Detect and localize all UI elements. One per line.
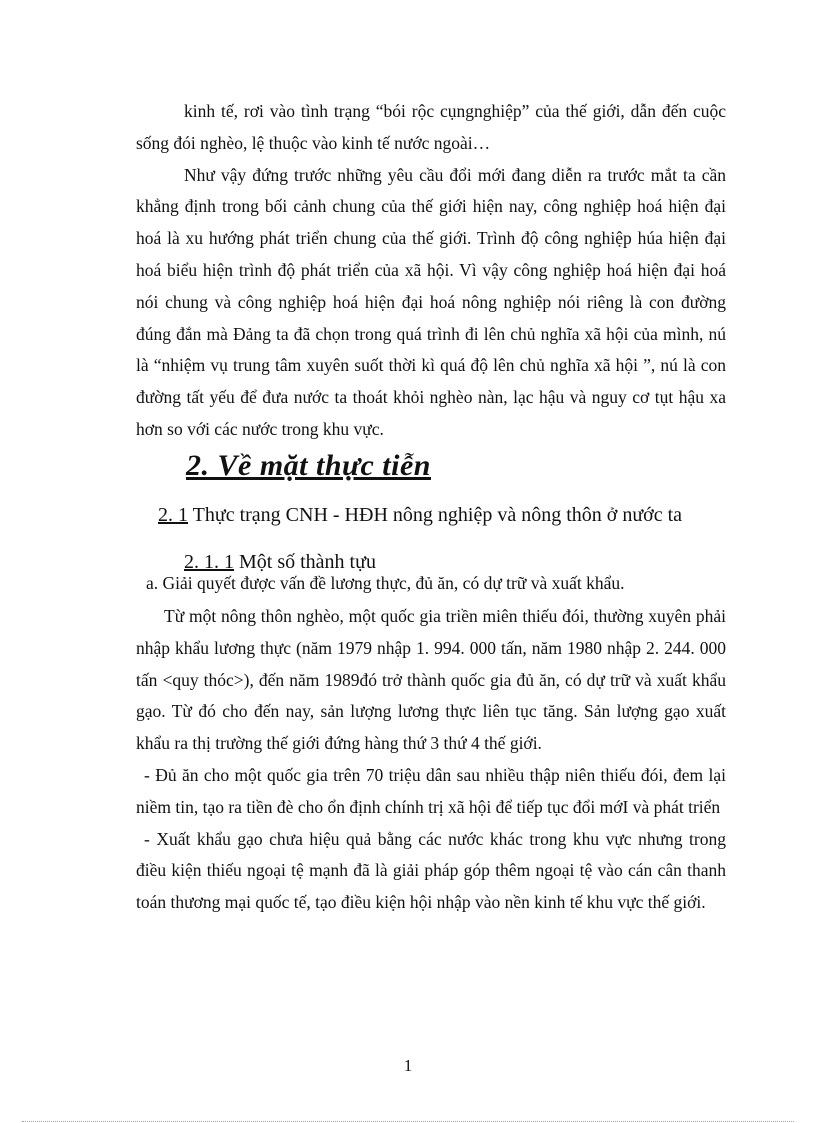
- heading-section-2-1-1-text: Một số thành tựu: [239, 551, 376, 573]
- heading-section-2-1-text: Thực trạng CNH - HĐH nông nghiệp và nông thôn ở nước ta: [192, 504, 683, 526]
- paragraph-continuation: kinh tế, rơi vào tình trạng “bói rộc cụngnghiệp” của thế giới, dẫn đến cuộc sống đói nghèo, lệ thuộc vào kinh tế nước ngoài…: [136, 101, 726, 153]
- heading-section-2-1-1-number: 2. 1. 1: [184, 551, 234, 573]
- page-bottom-divider: [22, 1121, 794, 1122]
- page-number: 1: [403, 1056, 413, 1075]
- heading-section-2-1-1: [184, 551, 376, 574]
- subheading-a: a. Giải quyết được vấn đề lương thực, đủ ăn, có dự trữ và xuất khẩu.: [146, 573, 625, 593]
- text-block-top: [136, 96, 726, 446]
- paragraph-industrialization: Như vậy đứng trước những yêu cầu đổi mới đang diễn ra trước mắt ta cần khẳng định trong bối cảnh chung của thế giới hiện nay, công nghiệp hoá hiện đại hoá là xu hướng phát triển chung của thế giới. Trình độ công nghiệp húa hiện đại hoá biểu hiện trình độ phát triển của xã hội. Vì vậy công nghiệp hoá hiện đại hoá nói chung và công nghiệp hoá hiện đại hoá nông nghiệp nói riêng là con đường đúng đắn mà Đảng ta đã chọn trong quá trình đi lên chủ nghĩa xã hội của mình, nú là “nhiệm vụ trung tâm xuyên suốt thời kì quá độ lên chủ nghĩa xã hội ”, nú là con đường tất yếu để đưa nước ta thoát khỏi nghèo nàn, lạc hậu và nguy cơ tụt hậu xa hơn so với các nước trong khu vực.: [136, 164, 726, 439]
- paragraph-bullet-enough-food: - Đủ ăn cho một quốc gia trên 70 triệu dân sau nhiều thập niên thiếu đói, đem lại niềm tin, tạo ra tiền đè cho ổn định chính trị xã hội để tiếp tục đổi mớI và phát triển: [136, 764, 726, 817]
- heading-practical-aspect: 2. Về mặt thực tiễn: [186, 449, 431, 482]
- heading-section-2-1-number: 2. 1: [158, 504, 188, 526]
- paragraph-food-security: Từ một nông thôn nghèo, một quốc gia triền miên thiếu đói, thường xuyên phải nhập khẩu lương thực (năm 1979 nhập 1. 994. 000 tấn, năm 1980 nhập 2. 244. 000 tấn <quy thóc>), đến năm 1989đó trở thành quốc gia đủ ăn, có dự trữ và xuất khẩu gạo. Từ đó cho đến nay, sản lượng lương thực liên tục tăng. Sản lượng gạo xuất khẩu ra thị trường thế giới đứng hàng thứ 3 thứ 4 thế giới.: [136, 606, 726, 754]
- heading-section-2-1: [136, 502, 728, 528]
- text-block-bottom: [136, 601, 726, 919]
- paragraph-bullet-rice-export: - Xuất khẩu gạo chưa hiệu quả bằng các nước khác trong khu vực nhưng trong điều kiện thiếu ngoại tệ mạnh đã là giải pháp góp thêm ngoại tệ vào cán cân thanh toán thương mại quốc tế, tạo điều kiện hội nhập vào nền kinh tế khu vực thế giới.: [136, 828, 726, 913]
